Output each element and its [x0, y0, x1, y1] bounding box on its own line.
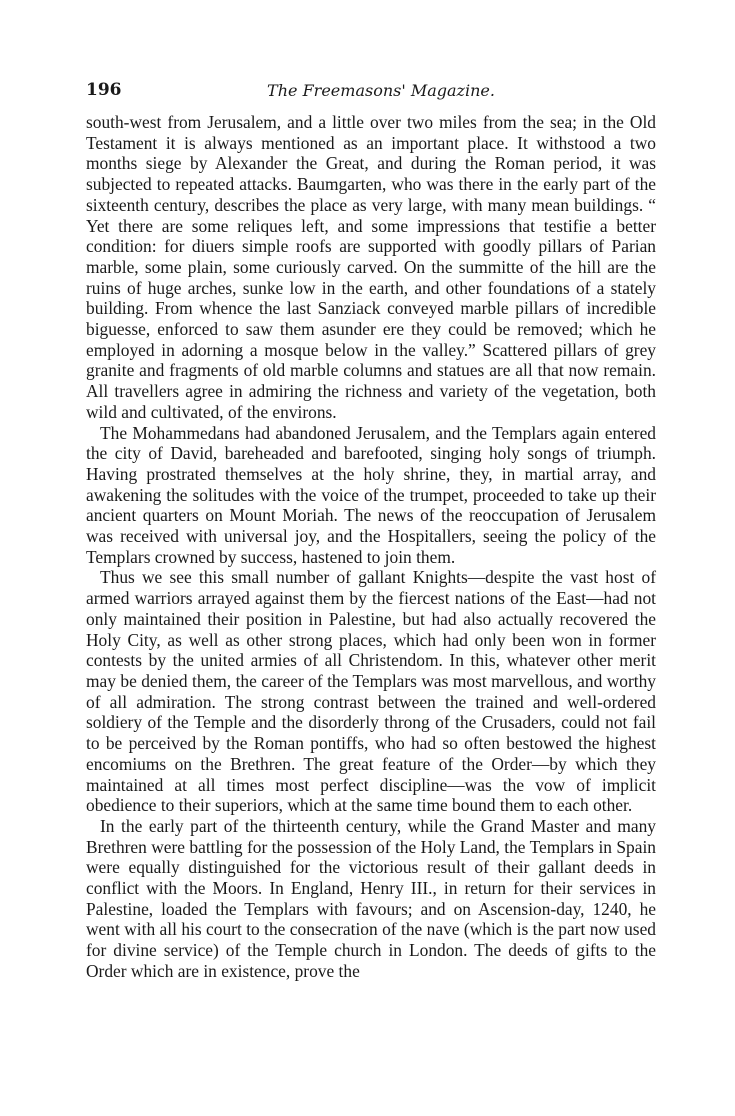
- paragraph: The Mohammedans had abandoned Jerusalem, and the Templars again entered the city of David, bareheaded and barefooted, singing holy songs of triumph. Having prostrated themselves at the holy shrine, they, in martial array, and awakening the solitudes with the voice of the trumpet, proceeded to take up their ancient quarters on Mount Moriah. The news of the reoccupation of Jerusalem was received with universal joy, and the Hospitallers, seeing the policy of the Templars crowned by success, hastened to join them.: [86, 422, 656, 567]
- article-body: [86, 112, 656, 982]
- page: [86, 80, 656, 982]
- running-title: The Freemasons' Magazine.: [267, 81, 495, 100]
- paragraph: In the early part of the thirteenth century, while the Grand Master and many Brethren were battling for the possession of the Holy Land, the Templars in Spain were equally distinguished for the victorious result of their gallant deeds in conflict with the Moors. In England, Henry III., in return for their services in Palestine, loaded the Templars with favours; and on Ascension-day, 1240, he went with all his court to the consecration of the nave (which is the part now used for divine service) of the Temple church in London. The deeds of gifts to the Order which are in existence, prove the: [86, 815, 656, 981]
- paragraph: Thus we see this small number of gallant Knights—despite the vast host of armed warriors arrayed against them by the fiercest nations of the East—had not only maintained their position in Palestine, but had also actually recovered the Holy City, as well as other strong places, which had only been won in former contests by the united armies of all Christendom. In this, whatever other merit may be denied them, the career of the Templars was most marvellous, and worthy of all admiration. The strong contrast between the trained and well-ordered soldiery of the Temple and the disorderly throng of the Crusaders, could not fail to be perceived by the Roman pontiffs, who had so often bestowed the highest encomiums on the Brethren. The great feature of the Order—by which they maintained at all times most perfect discipline—was the vow of implicit obedience to their superiors, which at the same time bound them to each other.: [86, 567, 656, 816]
- paragraph: south-west from Jerusalem, and a little over two miles from the sea; in the Old Testament it is always mentioned as an important place. It withstood a two months siege by Alexander the Great, and during the Roman period, it was subjected to repeated attacks. Baumgarten, who was there in the early part of the sixteenth century, describes the place as very large, with many mean buildings. “ Yet there are some reliques left, and some impressions that testifie a better condition: for diuers simple roofs are supported with goodly pillars of Parian marble, some plain, some curiously carved. On the summitte of the hill are the ruins of huge arches, sunke low in the earth, and other foundations of a stately building. From whence the last Sanziack conveyed marble pillars of incredible biguesse, enforced to saw them asunder ere they could be removed; which he employed in adorning a mosque below in the valley.” Scattered pillars of grey granite and fragments of old marble columns and statues are all that now remain. All travellers agree in admiring the richness and variety of the vegetation, both wild and cultivated, of the environs.: [86, 112, 656, 422]
- page-header: [86, 80, 656, 106]
- page-number: 196: [86, 80, 122, 100]
